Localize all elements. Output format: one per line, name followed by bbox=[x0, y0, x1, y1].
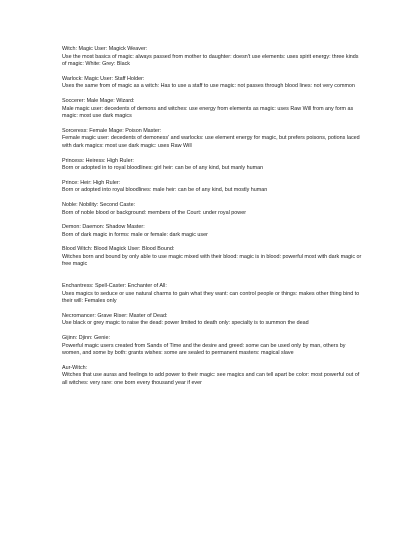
entry-title: Warlock: Magic User: Staff Holder: bbox=[62, 75, 145, 82]
entry-princess bbox=[62, 158, 362, 173]
entry-enchantress bbox=[62, 283, 362, 306]
entry-title: Demon: Daemon: Shadow Master: bbox=[62, 224, 145, 231]
document-content bbox=[62, 46, 362, 395]
entry-description: Born of noble blood or background: members of the Court: under royal power bbox=[62, 209, 246, 216]
entry-title: Enchantress: Spell-Caster: Enchanter of All: bbox=[62, 283, 167, 290]
entry-description: Uses the same from of magic as a witch: Has to use a staff to use magic: not passes through blood lines: not very common bbox=[62, 83, 355, 90]
entry-title: Sorceress: Female Mage: Poison Master: bbox=[62, 127, 162, 134]
entry-title: Gijinn: Djinn: Genie: bbox=[62, 335, 110, 342]
entry-description: Witches born and bound by only able to use magic mixed with their blood: magic is in blood: powerful most with dark magic or free magic bbox=[62, 253, 362, 268]
entry-noble bbox=[62, 202, 362, 217]
entry-witch bbox=[62, 46, 362, 69]
entry-title: Aur-Witch: bbox=[62, 364, 88, 371]
entry-description: Witches that use auras and feelings to add power to their magic: see magics and can tell apart be color: most powerful out of all witches: very rare: one born every thousand year if ever bbox=[62, 372, 360, 386]
entry-blood-witch bbox=[62, 246, 362, 269]
entry-description: Born of dark magic in forms: male or female: dark magic user bbox=[62, 231, 208, 238]
entry-prince bbox=[62, 180, 362, 195]
entry-description: Powerful magic users created from Sands of Time and the desire and greed: some can be used only by man, others by women, and some by both: grants wishes: some are sealed to permanent masters: magical slave bbox=[62, 342, 346, 357]
entry-description: Uses magics to seduce or use natural charms to gain what they want: can control people or things: makes other thing bind to their will: Females only bbox=[62, 290, 360, 305]
entry-sorceress bbox=[62, 128, 362, 151]
entry-necromancer bbox=[62, 313, 362, 328]
entry-title: Prince: Heir: High Ruler: bbox=[62, 179, 121, 186]
entry-description: Born or adopted in to royal bloodlines: girl heir: can be of any kind, but manly human bbox=[62, 165, 264, 172]
entry-soccerer bbox=[62, 98, 362, 121]
entry-warlock bbox=[62, 76, 362, 91]
entry-title: Soccerer: Male Mage: Wizard: bbox=[62, 97, 135, 104]
entry-gijinn bbox=[62, 335, 362, 358]
entry-title: Princess: Heiress: High Ruler: bbox=[62, 157, 134, 164]
entry-demon bbox=[62, 224, 362, 239]
entry-aur-witch bbox=[62, 365, 362, 388]
entry-title: Witch: Magic User: Magick Weaver: bbox=[62, 46, 148, 52]
entry-title: Necromancer: Grave Riser: Master of Dead: bbox=[62, 312, 168, 319]
entry-description: Use the most basics of magic: always passed from mother to daughter: doesn't use elements: uses spirit energy: three kinds of magic: White: Grey: Black bbox=[62, 53, 359, 68]
entry-title: Blood Witch: Blood Magick User: Blood Bound: bbox=[62, 246, 175, 253]
entry-description: Male magic user: decedents of demons and witches: use energy from elements as magic: uses Raw Will from any form as magic: most use dark magics bbox=[62, 105, 354, 120]
entry-description: Use black or grey magic to raise the dead: power limited to death only: specialty is to summon the dead bbox=[62, 320, 309, 327]
entry-description: Female magic user: decedents of demoness' and warlocks: use element energy for magic, but prefers poisons, potions laced with dark magics: most use dark magic: uses Raw Will bbox=[62, 135, 360, 149]
entry-title: Noble: Nobility: Second Caste: bbox=[62, 201, 136, 208]
entry-description: Born or adopted into royal bloodlines: male heir: can be of any kind, but mostly human bbox=[62, 187, 268, 194]
